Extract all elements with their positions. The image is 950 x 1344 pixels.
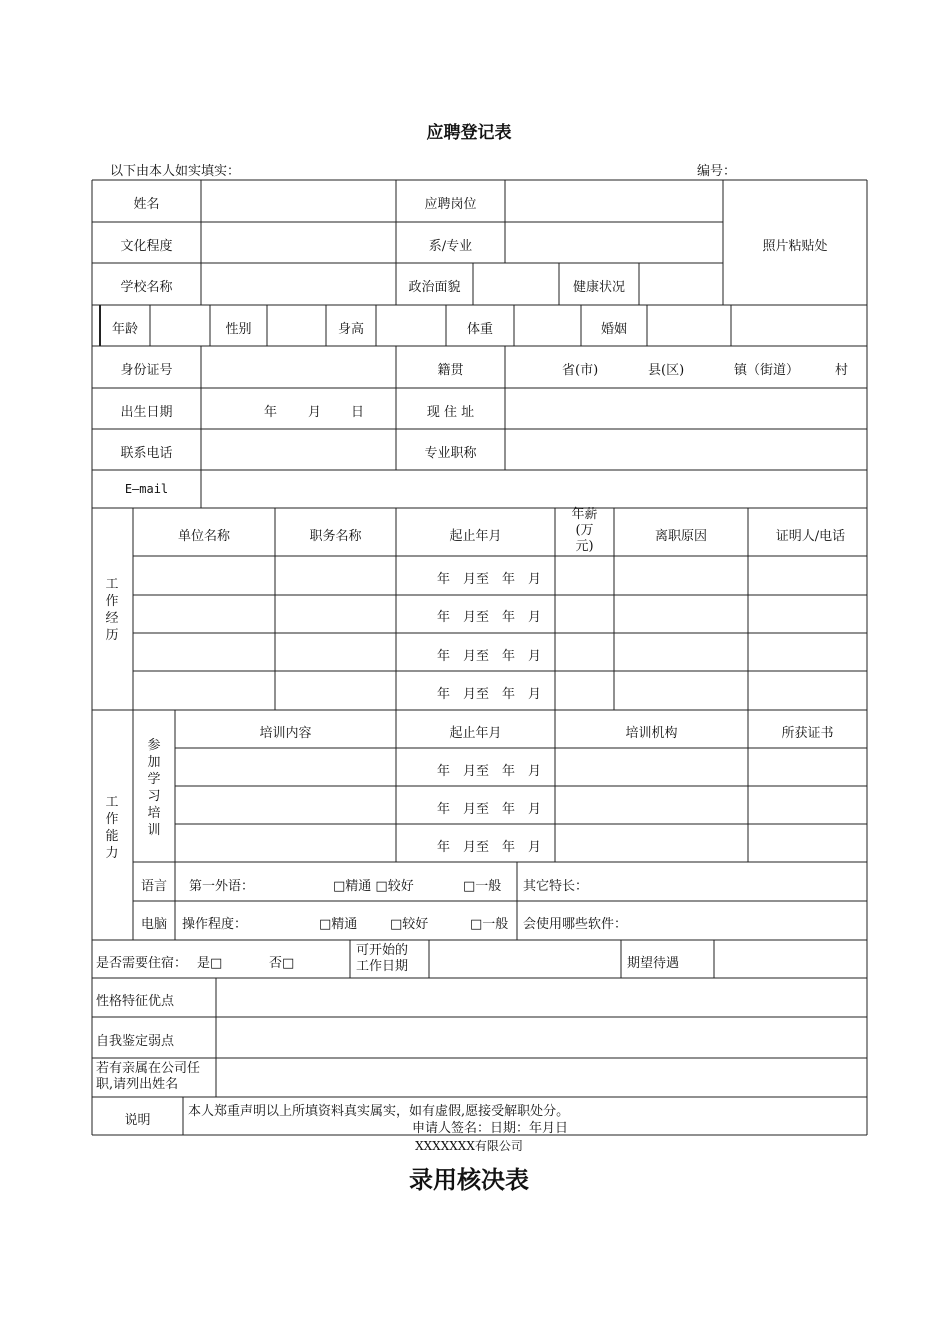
expected-pay-field[interactable] — [714, 941, 867, 977]
native-province: 省(市) — [562, 363, 599, 378]
phone-field[interactable] — [201, 430, 396, 469]
label-gender: 性别 — [225, 322, 252, 337]
label-age: 年龄 — [111, 322, 138, 337]
training-header-period: 起止年月 — [449, 726, 502, 741]
computer-label: 电脑 — [140, 917, 167, 932]
name-field[interactable] — [201, 182, 396, 221]
weaknesses-field[interactable] — [216, 1018, 867, 1057]
training-header-institution: 培训机构 — [625, 726, 678, 741]
work-row-4-period: 年 月至 年 月 — [437, 687, 542, 702]
expected-pay-label: 期望待遇 — [627, 956, 680, 971]
native-county: 县(区) — [648, 363, 685, 378]
native-village: 村 — [835, 363, 849, 378]
housing-yes[interactable]: 是□ — [197, 956, 223, 971]
label-phone: 联系电话 — [120, 446, 173, 461]
label-title-rank: 专业职称 — [424, 446, 477, 461]
education-field[interactable] — [201, 223, 396, 262]
label-height: 身高 — [337, 322, 364, 337]
strengths-field[interactable] — [216, 979, 867, 1016]
salary-line-3: 元) — [575, 539, 594, 554]
start-date-line-1: 可开始的 — [356, 943, 409, 958]
title-rank-field[interactable] — [505, 430, 867, 469]
start-date-line-2: 工作日期 — [356, 959, 409, 974]
work-header-reason: 离职原因 — [654, 529, 707, 544]
computer-level-normal[interactable]: □一般 — [470, 917, 509, 932]
label-position: 应聘岗位 — [424, 197, 477, 212]
label-native-place: 籍贯 — [437, 363, 464, 378]
work-row-1-period: 年 月至 年 月 — [437, 572, 542, 587]
start-date-field[interactable] — [429, 941, 621, 977]
language-level-options[interactable]: □精通 □较好 — [333, 879, 414, 894]
relatives-label — [96, 1061, 200, 1093]
first-foreign-label: 第一外语： — [189, 879, 255, 894]
work-header-salary — [555, 507, 614, 555]
label-name: 姓名 — [133, 197, 160, 212]
work-header-period: 起止年月 — [449, 529, 502, 544]
signature-line: 申请人签名：日期：年月日 — [412, 1121, 569, 1136]
work-header-role: 职务名称 — [309, 529, 362, 544]
other-skills-label: 其它特长： — [523, 879, 589, 894]
language-label: 语言 — [140, 879, 167, 894]
work-header-reference: 证明人/电话 — [775, 529, 846, 544]
label-email: E—mail — [124, 482, 169, 496]
training-row-1-period: 年 月至 年 月 — [437, 764, 542, 779]
label-health: 健康状况 — [572, 280, 625, 295]
label-weight: 体重 — [466, 322, 493, 337]
label-marriage: 婚姻 — [600, 322, 627, 337]
email-field[interactable] — [201, 471, 867, 507]
housing-label: 是否需要住宿： — [96, 956, 188, 971]
training-header-certificate: 所获证书 — [781, 726, 834, 741]
major-field[interactable] — [505, 223, 723, 262]
next-form-title: 录用核决表 — [409, 1166, 529, 1194]
birth-year: 年 — [264, 405, 278, 420]
label-birth-date: 出生日期 — [120, 405, 173, 420]
housing-no[interactable]: 否□ — [269, 956, 295, 971]
work-row-3-period: 年 月至 年 月 — [437, 649, 542, 664]
start-date-label — [356, 943, 408, 975]
relatives-line-1: 若有亲属在公司任 — [96, 1061, 201, 1076]
id-number-field[interactable] — [201, 347, 396, 387]
label-politics: 政治面貌 — [408, 280, 461, 295]
company-name: XXXXXXX有限公司 — [415, 1139, 523, 1153]
computer-level-fluent[interactable]: □精通 — [319, 917, 358, 932]
page-title: 应聘登记表 — [426, 123, 512, 143]
computer-level-good[interactable]: □较好 — [390, 917, 429, 932]
operation-label: 操作程度： — [182, 917, 248, 932]
label-education: 文化程度 — [120, 239, 173, 254]
relatives-field[interactable] — [216, 1059, 867, 1096]
birth-day: 日 — [351, 405, 365, 420]
serial-label: 编号： — [697, 164, 737, 179]
native-town: 镇（街道） — [734, 363, 800, 378]
relatives-line-2: 职,请列出姓名 — [96, 1077, 179, 1092]
address-field[interactable] — [505, 389, 867, 428]
birth-month: 月 — [308, 405, 322, 420]
training-header-content: 培训内容 — [259, 726, 312, 741]
training-row-2-period: 年 月至 年 月 — [437, 802, 542, 817]
intro-text: 以下由本人如实填实： — [110, 164, 241, 179]
salary-line-2: (万 — [575, 523, 594, 538]
work-section-label: 工作经历 — [105, 577, 119, 643]
strengths-label: 性格特征优点 — [96, 994, 175, 1009]
label-major: 系/专业 — [428, 239, 473, 254]
label-address: 现 住 址 — [426, 405, 475, 420]
label-id-number: 身份证号 — [120, 363, 173, 378]
ability-section-label: 工作能力 — [105, 795, 119, 861]
school-field[interactable] — [201, 264, 396, 304]
salary-line-1: 年薪 — [571, 507, 598, 522]
work-header-company: 单位名称 — [177, 529, 230, 544]
language-level-normal[interactable]: □一般 — [463, 879, 502, 894]
weaknesses-label: 自我鉴定弱点 — [96, 1034, 175, 1049]
training-row-3-period: 年 月至 年 月 — [437, 840, 542, 855]
training-label: 参加学习培训 — [147, 738, 161, 838]
declaration-text: 本人郑重声明以上所填资料真实属实，如有虚假,愿接受解职处分。 — [188, 1104, 570, 1119]
work-row-2-period: 年 月至 年 月 — [437, 610, 542, 625]
note-label: 说明 — [124, 1113, 151, 1128]
software-label: 会使用哪些软件： — [523, 917, 628, 932]
photo-area[interactable]: 照片粘贴处 — [762, 239, 828, 254]
position-field[interactable] — [505, 182, 723, 221]
label-school: 学校名称 — [120, 280, 173, 295]
